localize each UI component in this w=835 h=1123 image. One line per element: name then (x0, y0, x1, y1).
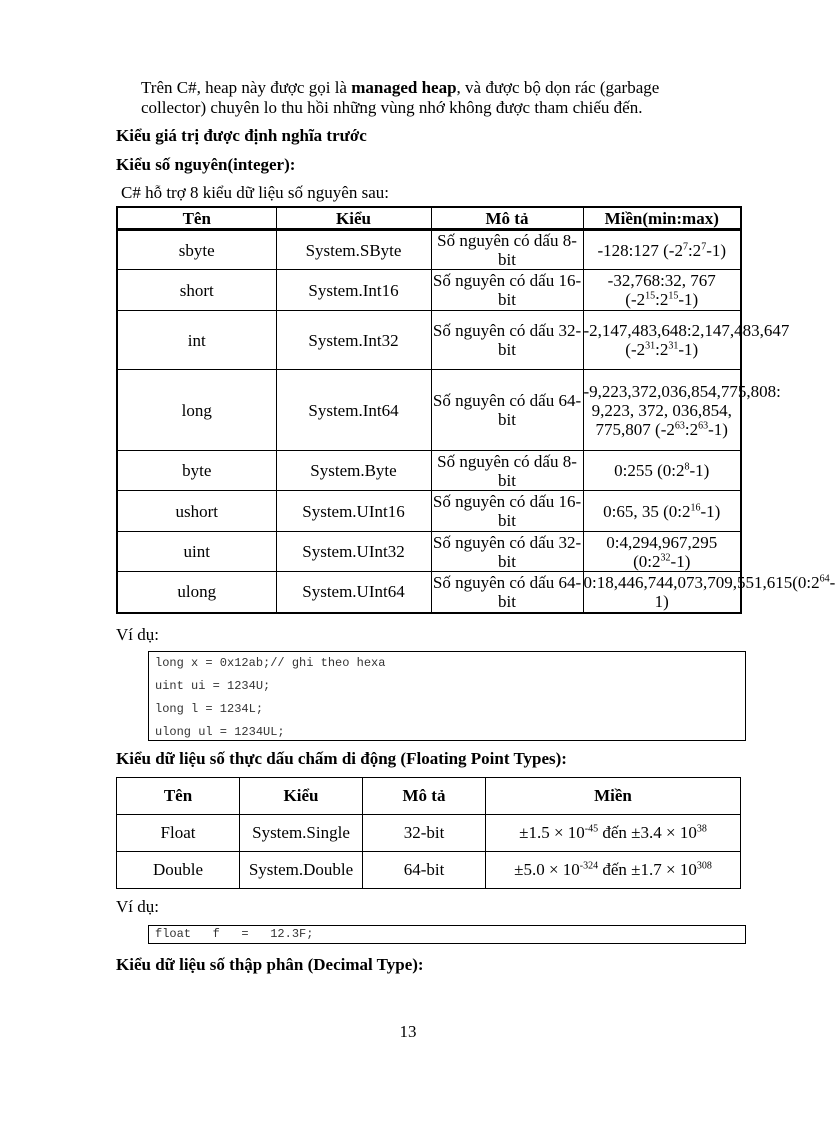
exponent: -324 (579, 860, 599, 872)
type-cell: System.Int16 (276, 270, 431, 311)
code-line: long x = 0x12ab;// ghi theo hexa (155, 656, 386, 670)
header-cell: Mô tả (363, 778, 486, 815)
desc-cell: Số nguyên có dấu 64-bit (432, 572, 582, 611)
integer-types-table (116, 206, 835, 614)
header-cell: Miền (486, 778, 741, 815)
range-cell: 0:4,294,967,295 $(0:2^{32}-1)$ (583, 532, 741, 572)
exponent: 8 (684, 461, 690, 473)
desc-cell: Số nguyên có dấu 32-bit (431, 311, 583, 370)
type-cell: System.UInt64 (276, 572, 431, 613)
type-cell: System.Byte (276, 451, 431, 491)
floating-types-table (116, 777, 741, 889)
desc-cell: Số nguyên có dấu 16-bit (432, 492, 582, 530)
table-row (117, 532, 741, 572)
header-cell: Tên (117, 778, 240, 815)
desc-cell: 32-bit (363, 815, 486, 852)
exponent: 31 (668, 340, 679, 352)
page-number: 13 (399, 1022, 417, 1041)
table-row (117, 815, 741, 852)
header-cell: Kiểu (240, 778, 363, 815)
code-line: float f = 12.3F; (155, 927, 314, 941)
name-cell: Float (117, 815, 240, 852)
code-line: ulong ul = 1234UL; (155, 725, 285, 739)
intro-text-continued: , và được bộ dọn rác (garbage (456, 78, 660, 97)
desc-cell: Số nguyên có dấu 8-bit (431, 230, 583, 270)
name-cell: uint (117, 532, 276, 572)
code-line: long l = 1234L; (155, 702, 264, 716)
header-cell: Tên (117, 207, 276, 230)
heading-integer: Kiểu số nguyên(integer): (116, 155, 296, 174)
type-cell: System.SByte (276, 230, 431, 270)
code-block-integer (148, 651, 746, 741)
intro-bold-term: managed heap (351, 78, 457, 97)
type-cell: System.Int64 (276, 370, 431, 451)
range-cell: 0:255 $(0:2^8-1)$ (583, 451, 741, 491)
heading-decimal: Kiểu dữ liệu số thập phân (Decimal Type): (116, 955, 424, 974)
desc-cell: Số nguyên có dấu 16-bit (432, 271, 582, 309)
exponent: 63 (674, 419, 685, 431)
range-cell: -32,768:32, 767 $(-2^{15}:2^{15}-1)$ (583, 270, 741, 311)
table-row (117, 451, 741, 491)
table-row (117, 311, 741, 370)
exponent: 32 (660, 551, 671, 563)
range-cell: $\pm 1.5 \times 10^{-45}$ đến $\pm 3.4 \times 10^{38}$ (486, 815, 741, 852)
table-row (117, 491, 741, 532)
name-cell: byte (117, 451, 276, 491)
exponent: 15 (668, 290, 679, 302)
table-row (117, 270, 741, 311)
exponent: 63 (698, 419, 709, 431)
desc-cell: Số nguyên có dấu 32-bit (432, 532, 582, 571)
heading-floating: Kiểu dữ liệu số thực dấu chấm di động (Floating Point Types): (116, 749, 567, 768)
table-row (117, 370, 741, 451)
exponent: 7 (682, 240, 688, 252)
exponent: -45 (584, 823, 599, 835)
desc-cell: 64-bit (363, 852, 486, 889)
header-cell: Miền(min:max) (583, 207, 741, 230)
desc-cell: Số nguyên có dấu 64-bit (431, 370, 583, 451)
name-cell: short (117, 270, 276, 311)
type-cell: System.UInt16 (276, 491, 431, 532)
table-row (117, 230, 741, 270)
intro-text: Trên C#, heap này được gọi là (141, 78, 352, 97)
example-label-2: Ví dụ: (116, 897, 159, 916)
range-cell: -128:127 $(-2^7:2^7-1)$ (583, 230, 741, 270)
range-cell: $0:18,446,744,073,709,551,615(0:2^{64}-1)$ (583, 572, 835, 611)
exponent: 15 (645, 290, 656, 302)
name-cell: int (117, 311, 276, 370)
exponent: 64 (819, 573, 830, 585)
table-row (117, 572, 741, 613)
name-cell: ushort (117, 491, 276, 532)
exponent: 16 (690, 501, 701, 513)
desc-cell: Số nguyên có dấu 8-bit (431, 451, 583, 491)
range-cell: $\pm 5.0 \times 10^{-324}$ đến $\pm 1.7 \times 10^{308}$ (486, 852, 741, 889)
integer-intro: C# hỗ trợ 8 kiểu dữ liệu số nguyên sau: (121, 183, 389, 202)
name-cell: long (117, 370, 276, 451)
type-cell: System.Double (240, 852, 363, 889)
name-cell: sbyte (117, 230, 276, 270)
example-label-1: Ví dụ: (116, 625, 159, 644)
header-cell: Kiểu (276, 207, 431, 230)
range-cell: -9,223,372,036,854,775,808: 9,223, 372, 036,854, 775,807 $(-2^{63}:2^{63}-1)$ (583, 370, 741, 451)
intro-line-2: collector) chuyên lo thu hồi những vùng nhớ không được tham chiếu đến. (141, 98, 643, 117)
type-cell: System.Int32 (276, 311, 431, 370)
range-cell: -2,147,483,648:2,147,483,647 $(-2^{31}:2^{31}-1)$ (583, 311, 741, 370)
table-header-row (117, 207, 741, 230)
exponent: 31 (645, 340, 656, 352)
code-line: uint ui = 1234U; (155, 679, 271, 693)
name-cell: Double (117, 852, 240, 889)
table-row (117, 852, 741, 889)
exponent: 38 (696, 823, 707, 835)
table-header-row (117, 778, 741, 815)
type-cell: System.UInt32 (276, 532, 431, 572)
type-cell: System.Single (240, 815, 363, 852)
exponent: 7 (701, 240, 707, 252)
exponent: 308 (696, 860, 712, 872)
code-block-float (148, 925, 746, 944)
range-cell: 0:65, 35 $(0:2^{16}-1)$ (583, 491, 741, 532)
header-cell: Mô tả (431, 207, 583, 230)
name-cell: ulong (117, 572, 276, 613)
intro-line-1 (141, 78, 659, 98)
heading-predefined: Kiểu giá trị được định nghĩa trước (116, 126, 367, 145)
